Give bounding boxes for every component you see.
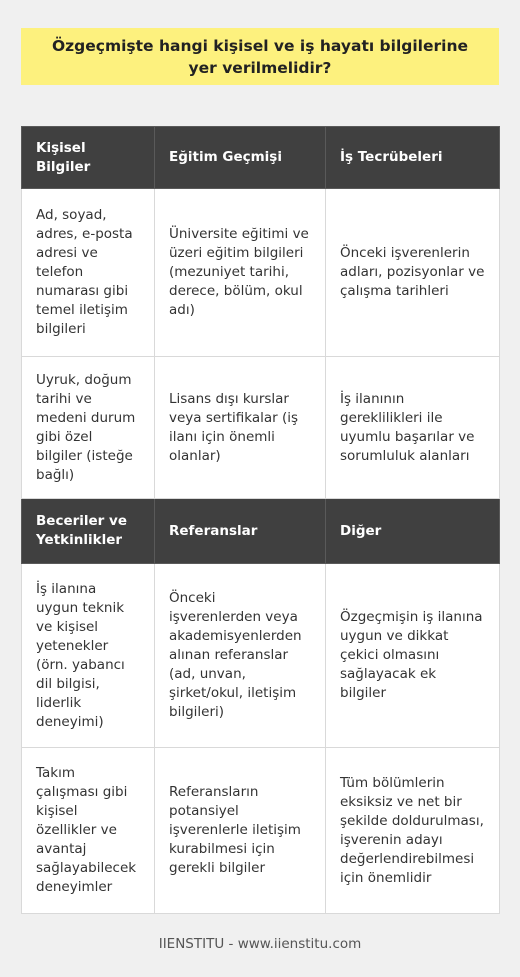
table-cell: Önceki işverenlerin adları, pozisyonlar ve çalışma tarihleri [326,189,500,357]
header-is-tecrubeleri: İş Tecrübeleri [326,127,500,189]
table-cell: İş ilanının gereklilikleri ile uyumlu başarılar ve sorumluluk alanları [326,357,500,499]
table-cell: Takım çalışması gibi kişisel özellikler ve avantaj sağlayabilecek deneyimler [22,748,155,914]
table-row [22,564,500,748]
table-header-row [22,499,500,564]
table-cell: Referansların potansiyel işverenlerle iletişim kurabilmesi için gerekli bilgiler [155,748,326,914]
table-cell: Üniversite eğitimi ve üzeri eğitim bilgileri (mezuniyet tarihi, derece, bölüm, okul adı) [155,189,326,357]
table-cell: Tüm bölümlerin eksiksiz ve net bir şekilde doldurulması, işverenin adayı değerlendirebilmesi için önemlidir [326,748,500,914]
table-cell: Lisans dışı kurslar veya sertifikalar (iş ilanı için önemli olanlar) [155,357,326,499]
table-row [22,748,500,914]
table-cell: Ad, soyad, adres, e-posta adresi ve telefon numarası gibi temel iletişim bilgileri [22,189,155,357]
header-diger: Diğer [326,499,500,564]
title-banner [21,28,499,85]
header-kisisel-bilgiler: Kişisel Bilgiler [22,127,155,189]
footer-credit: IIENSTITU - www.iienstitu.com [158,936,362,952]
header-referanslar: Referanslar [155,499,326,564]
table-header-row [22,127,500,189]
table-cell: İş ilanına uygun teknik ve kişisel yetenekler (örn. yabancı dil bilgisi, liderlik deneyimi) [22,564,155,748]
header-beceriler: Beceriler ve Yetkinlikler [22,499,155,564]
page-title: Özgeçmişte hangi kişisel ve iş hayatı bilgilerine yer verilmelidir? [51,36,469,77]
info-table [21,126,500,914]
table-cell: Önceki işverenlerden veya akademisyenlerden alınan referanslar (ad, unvan, şirket/okul, iletişim bilgileri) [155,564,326,748]
header-egitim-gecmisi: Eğitim Geçmişi [155,127,326,189]
table-row [22,189,500,357]
table-row [22,357,500,499]
table-cell: Özgeçmişin iş ilanına uygun ve dikkat çekici olmasını sağlayacak ek bilgiler [326,564,500,748]
table-cell: Uyruk, doğum tarihi ve medeni durum gibi özel bilgiler (isteğe bağlı) [22,357,155,499]
